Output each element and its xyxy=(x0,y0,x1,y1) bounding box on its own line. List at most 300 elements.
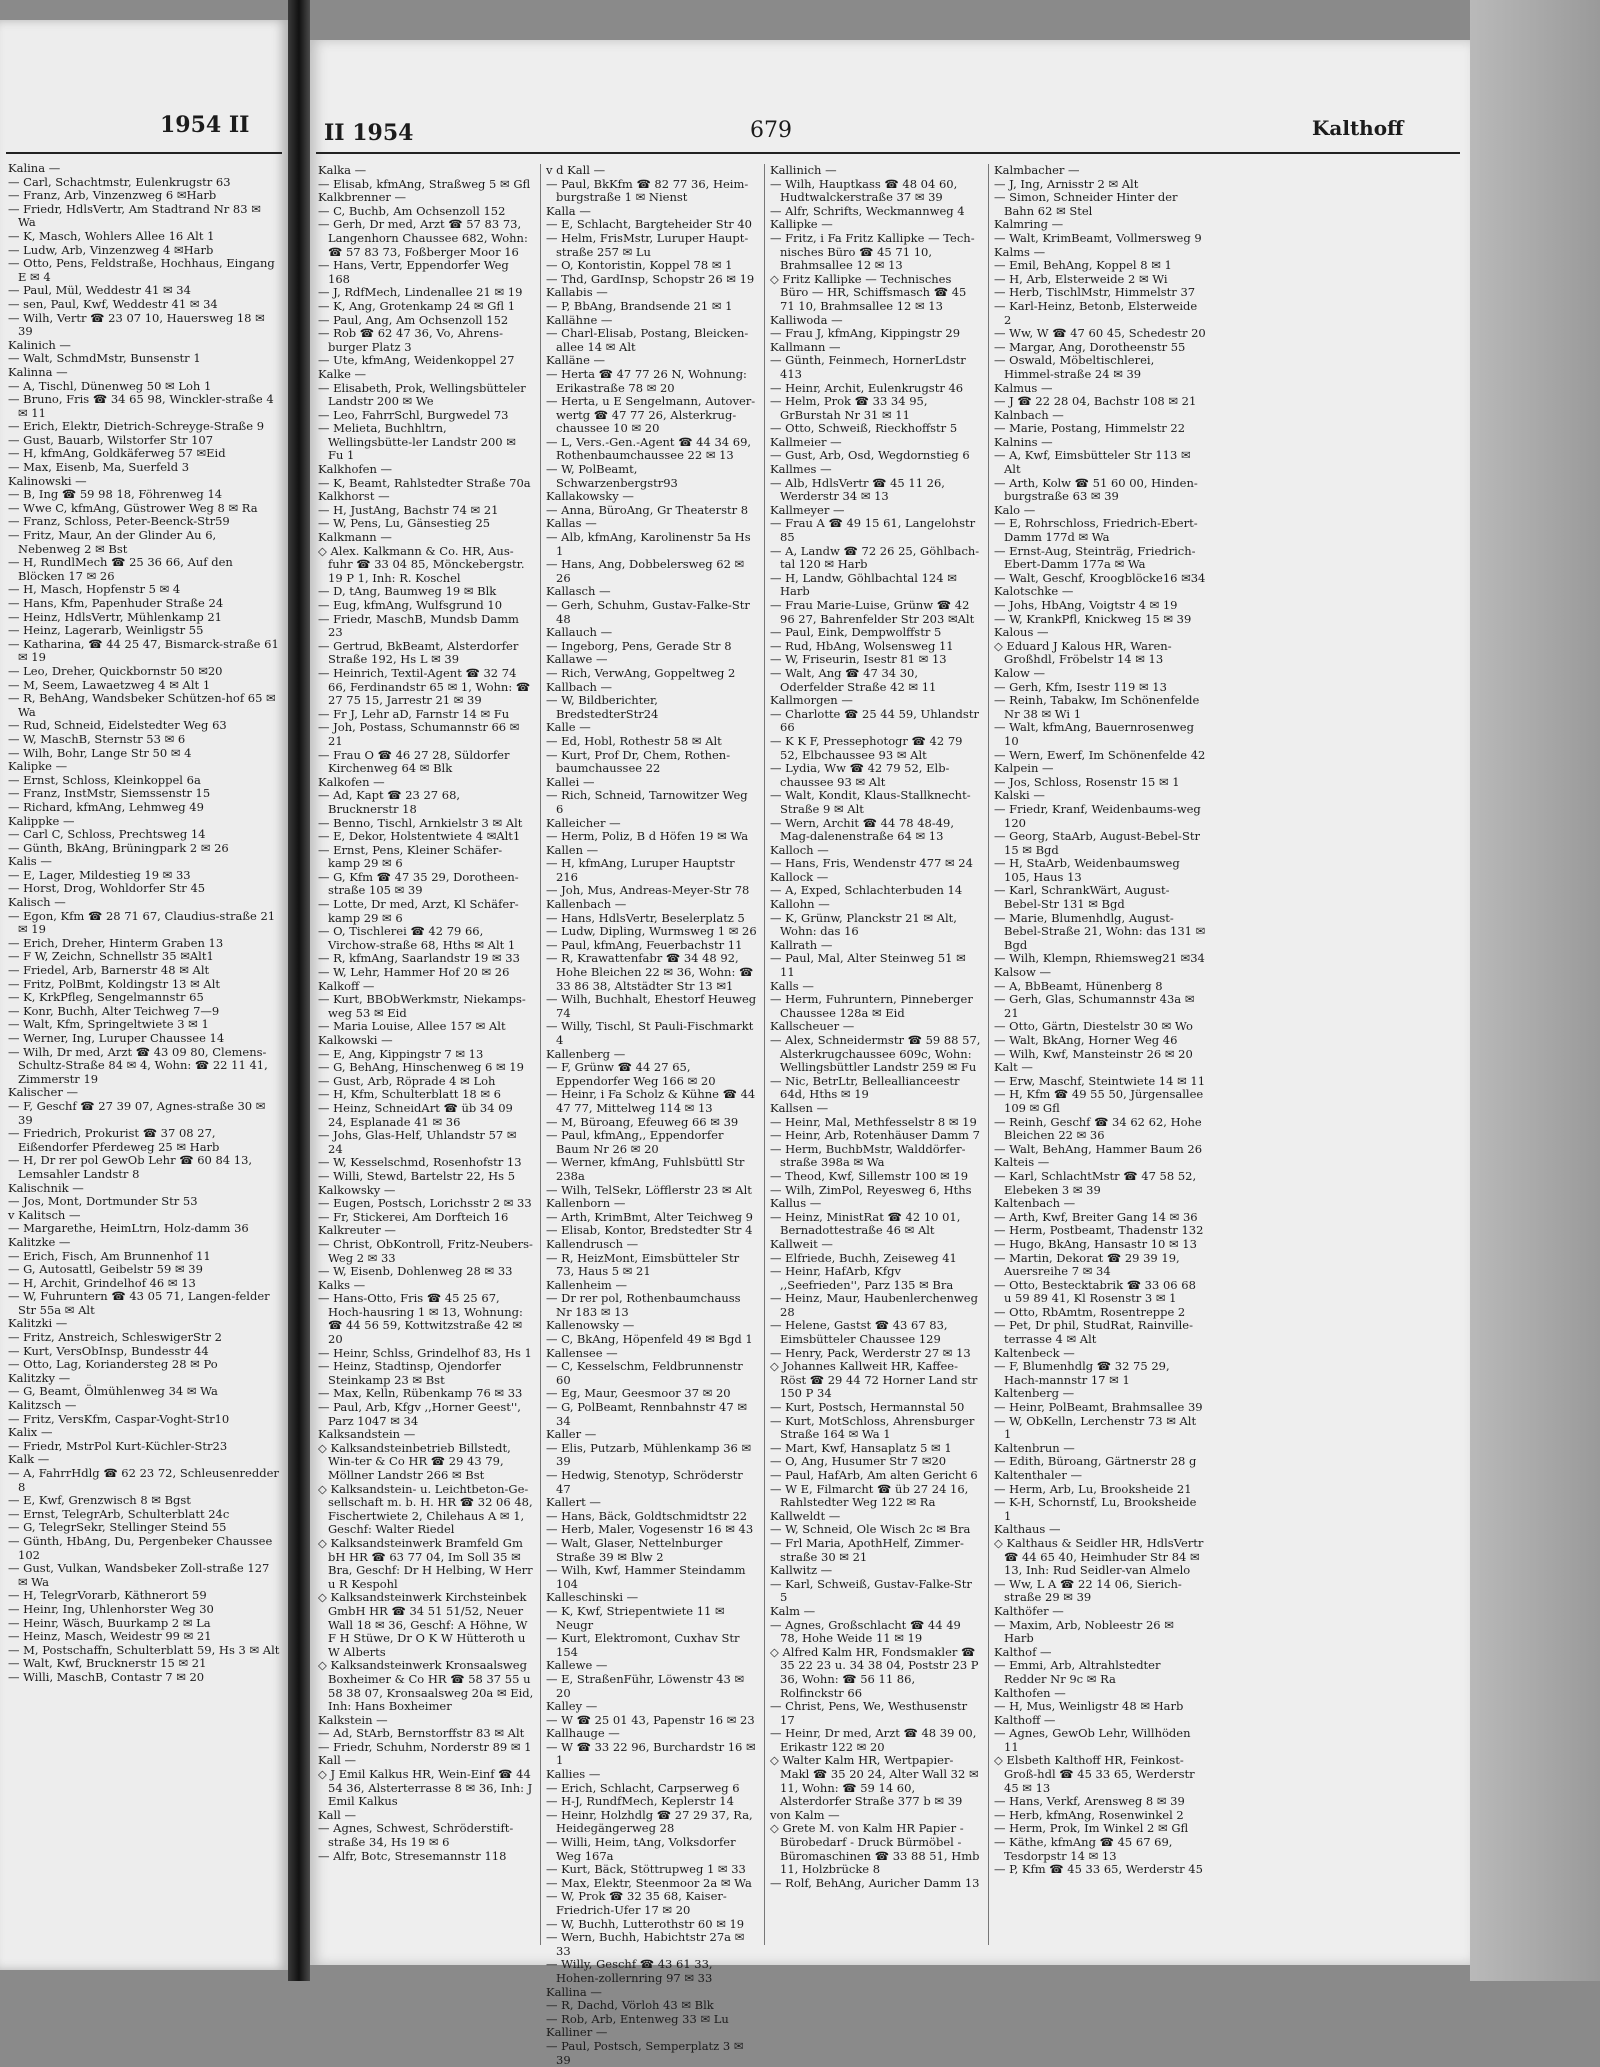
directory-entry: ◇ Alfred Kalm HR, Fondsmakler ☎ 35 22 23 u. 34 38 04, Poststr 23 P 36, Wohn: ☎ 56 11 86, Rolfinckstr 66 xyxy=(770,1644,979,1700)
surname-heading: Kallenheim — xyxy=(546,1277,627,1292)
surname-heading: Kalinowski — xyxy=(8,473,87,488)
directory-entry: — Willi, Heim, tAng, Volksdorfer Weg 167a xyxy=(546,1835,736,1863)
surname-heading: Kalischnik — xyxy=(8,1180,84,1195)
directory-entry: — Christ, Pens, We, Westhusenstr 17 xyxy=(770,1699,968,1727)
directory-entry: — Max, Kelln, Rübenkamp 76 ✉ 33 xyxy=(318,1386,523,1401)
surname-heading: Kalippke — xyxy=(8,813,75,828)
directory-entry: ◇ Kalksandsteinwerk Kirchsteinbek GmbH HR ☎ 34 51 51/52, Neuer Wall 18 ✉ 36, Geschf: A Höhne, W F H Stüwe, Dr O K W Hütteroth u W Alberts xyxy=(318,1590,528,1659)
surname-heading: Kallus — xyxy=(770,1196,822,1211)
directory-entry: — Agnes, Schwest, Schröderstift-straße 34, Hs 19 ✉ 6 xyxy=(318,1821,514,1850)
directory-entry: — Herb, Maler, Vogesenstr 16 ✉ 43 xyxy=(546,1522,754,1537)
directory-entry: — Kurt, MotSchloss, Ahrensburger Straße 164 ✉ Wa 1 xyxy=(770,1413,975,1442)
directory-entry: — Walt, Geschf, Kroogblöcke16 ✉34 xyxy=(994,570,1206,585)
directory-entry: — Fritz, Anstreich, SchleswigerStr 2 xyxy=(8,1330,222,1345)
directory-entry: — W, Prok ☎ 32 35 68, Kaiser-Friedrich-Ufer 17 ✉ 20 xyxy=(546,1889,727,1917)
directory-entry: — Otto, Lag, Koriandersteg 28 ✉ Po xyxy=(8,1357,218,1372)
surname-heading: Kalmus — xyxy=(994,380,1053,395)
directory-entry: — Frau O ☎ 46 27 28, Süldorfer Kirchenweg 64 ✉ Blk xyxy=(318,747,510,776)
directory-entry: — J, Ing, Arnisstr 2 ✉ Alt xyxy=(994,176,1139,191)
directory-entry: — Bruno, Fris ☎ 34 65 98, Winckler-straße 4 ✉ 11 xyxy=(8,392,274,420)
surname-heading: Kalloch — xyxy=(770,842,829,857)
directory-entry: — Heinr, PolBeamt, Brahmsallee 39 xyxy=(994,1400,1203,1415)
directory-entry: — Heinz, SchneidArt ☎ üb 34 09 24, Esplanade 41 ✉ 36 xyxy=(318,1100,513,1129)
left-page xyxy=(0,20,288,1970)
surname-heading: Kalmring — xyxy=(994,217,1064,232)
directory-entry: — Agnes, GewOb Lehr, Willhöden 11 xyxy=(994,1726,1191,1754)
directory-entry: — Wilh, TelSekr, Löfflerstr 23 ✉ Alt xyxy=(546,1182,752,1197)
directory-entry: — C, BkAng, Höpenfeld 49 ✉ Bgd 1 xyxy=(546,1332,753,1347)
surname-heading: Kallohn — xyxy=(770,897,830,912)
surname-heading: Kalthaus — xyxy=(994,1522,1061,1537)
directory-entry: — W, MaschB, Sternstr 53 ✉ 6 xyxy=(8,731,186,746)
directory-entry: — Emil, BehAng, Koppel 8 ✉ 1 xyxy=(994,258,1172,273)
directory-entry: — Fr J, Lehr aD, Farnstr 14 ✉ Fu xyxy=(318,706,510,721)
directory-entry: ◇ Walter Kalm HR, Wertpapier-Makl ☎ 35 20 24, Alter Wall 32 ✉ 11, Wohn: ☎ 59 14 60, Alsterdorfer Straße 377 b ✉ 39 xyxy=(770,1753,979,1809)
directory-entry: — W, Kesselschmd, Rosenhofstr 13 xyxy=(318,1155,522,1170)
directory-entry: — C, Buchb, Am Ochsenzoll 152 xyxy=(318,203,506,218)
directory-entry: — Gerh, Dr med, Arzt ☎ 57 83 73, Langenhorn Chaussee 682, Wohn: ☎ 57 83 73, Foßberger Moor 16 xyxy=(318,217,528,259)
directory-entry: — Gust, Arb, Röprade 4 ✉ Loh xyxy=(318,1073,496,1088)
directory-entry: — G, PolBeamt, Rennbahnstr 47 ✉34 xyxy=(546,1400,747,1428)
directory-entry: — Edith, Büroang, Gärtnerstr 28 g xyxy=(994,1454,1197,1469)
directory-entry: — Martin, Dekorat ☎ 29 39 19, Auersreihe 7 ✉ 34 xyxy=(994,1250,1180,1279)
surname-heading: Kalkofen — xyxy=(318,774,385,789)
directory-entry: — Elisab, kfmAng, Straßweg 5 ✉ Gfl xyxy=(318,176,531,191)
surname-heading: Kalm — xyxy=(770,1603,816,1618)
directory-entry: — Wern, Ewerf, Im Schönenfelde 42 xyxy=(994,747,1206,762)
surname-heading: Kalms — xyxy=(994,244,1046,259)
surname-heading: Kallhauge — xyxy=(546,1726,620,1741)
surname-heading: Kalkhofen — xyxy=(318,462,393,477)
directory-entry: — Rich, Schneid, Tarnowitzer Weg 6 xyxy=(546,788,748,816)
surname-heading: Kalk — xyxy=(8,1452,50,1467)
directory-entry: — Hugo, BkAng, Hansastr 10 ✉ 13 xyxy=(994,1236,1197,1251)
directory-entry: — H, Landw, Göhlbachtal 124 ✉ Harb xyxy=(770,570,957,599)
directory-entry: — Werner, kfmAng, Fuhlsbüttl Str 238a xyxy=(546,1155,745,1183)
directory-entry: — Alb, HdlsVertr ☎ 45 11 26, Werderstr 34 ✉ 13 xyxy=(770,475,945,504)
column-4 xyxy=(994,164,1206,1945)
directory-entry: — Erich, Schlacht, Carpserweg 6 xyxy=(546,1780,740,1795)
directory-entry: — Theod, Kwf, Sillemstr 100 ✉ 19 xyxy=(770,1168,969,1183)
directory-entry: — Heinr, Arb, Rotenhäuser Damm 7 xyxy=(770,1128,980,1143)
surname-heading: Kallmeier — xyxy=(770,434,842,449)
directory-entry: — Alfr, Schrifts, Weckmannweg 4 xyxy=(770,203,965,218)
column-divider xyxy=(764,164,765,1945)
directory-entry: — Emmi, Arb, Altrahlstedter Redder Nr 9c ✉ Ra xyxy=(994,1658,1161,1686)
directory-entry: — W, Pens, Lu, Gänsestieg 25 xyxy=(318,516,491,531)
directory-entry: — W, Lehr, Hammer Hof 20 ✉ 26 xyxy=(318,965,510,980)
directory-entry: — Ad, Kapt ☎ 23 27 68, Brucknerstr 18 xyxy=(318,788,461,816)
directory-entry: — Joh, Mus, Andreas-Meyer-Str 78 xyxy=(546,883,750,898)
directory-entry: — G, BehAng, Hinschenweg 6 ✉ 19 xyxy=(318,1060,524,1075)
directory-entry: — Marie, Blumenhdlg, August-Bebel-Straße 21, Wohn: das 131 ✉ Bgd xyxy=(994,910,1206,952)
surname-heading: Kalous — xyxy=(994,625,1049,640)
directory-entry: — Ludw, Dipling, Wurmsweg 1 ✉ 26 xyxy=(546,924,757,939)
directory-entry: — B, Ing ☎ 59 98 18, Föhrenweg 14 xyxy=(8,487,223,502)
directory-entry: — Otto, Bestecktabrik ☎ 33 06 68 u 59 89 41, Kl Rosenstr 3 ✉ 1 xyxy=(994,1277,1196,1306)
directory-entry: — Max, Elektr, Steenmoor 2a ✉ Wa xyxy=(546,1875,752,1890)
directory-entry: — Carl C, Schloss, Prechtsweg 14 xyxy=(8,827,206,842)
surname-heading: Kalteis — xyxy=(994,1155,1050,1170)
surname-heading: Kalläne — xyxy=(546,353,606,368)
directory-entry: — A, Landw ☎ 72 26 25, Göhlbach-tal 120 ✉ Harb xyxy=(770,543,980,572)
directory-entry: — H, RundlMech ☎ 25 36 66, Auf den Blöcken 17 ✉ 26 xyxy=(8,555,233,583)
directory-entry: — Gertrud, BkBeamt, Alsterdorfer Straße 192, Hs L ✉ 39 xyxy=(318,638,519,667)
directory-entry: — Paul, Postsch, Semperplatz 3 ✉ 39 xyxy=(546,2038,744,2067)
directory-entry: — Gust, Bauarb, Wilstorfer Str 107 xyxy=(8,432,214,447)
directory-entry: — O, Kontoristin, Koppel 78 ✉ 1 xyxy=(546,258,733,273)
directory-entry: — Otto, Schweiß, Rieckhoffstr 5 xyxy=(770,421,958,436)
directory-entry: — W, Schneid, Ole Wisch 2c ✉ Bra xyxy=(770,1522,971,1537)
directory-entry: ◇ Alex. Kalkmann & Co. HR, Aus-fuhr ☎ 33 04 85, Mönckebergstr. 19 P 1, Inh: R. Koschel xyxy=(318,543,525,585)
directory-entry: — Kurt, Postsch, Hermannstal 50 xyxy=(770,1400,965,1415)
directory-entry: — Günth, BkAng, Brüningpark 2 ✉ 26 xyxy=(8,840,229,855)
directory-entry: — Gerh, Kfm, Isestr 119 ✉ 13 xyxy=(994,679,1167,694)
directory-entry: — H-J, RundfMech, Keplerstr 14 xyxy=(546,1794,734,1809)
surname-heading: Kalkmann — xyxy=(318,530,392,545)
directory-entry: — Arth, KrimBmt, Alter Teichweg 9 xyxy=(546,1209,753,1224)
directory-entry: — Hans-Otto, Fris ☎ 45 25 67, Hoch-hausring 1 ✉ 13, Wohnung: ☎ 44 56 59, Kottwitzstraße 42 ✉ 20 xyxy=(318,1291,523,1347)
surname-heading: Kalksandstein — xyxy=(318,1427,416,1442)
directory-entry: — Herm, Arb, Lu, Brooksheide 21 xyxy=(994,1481,1192,1496)
left-page-header: 1954 II xyxy=(160,112,250,138)
surname-heading: Kallscheuer — xyxy=(770,1019,855,1034)
directory-entry: — Herm, Fuhruntern, Pinneberger Chaussee 128a ✉ Eid xyxy=(770,992,973,1020)
directory-entry: — J, RdfMech, Lindenallee 21 ✉ 19 xyxy=(318,285,523,300)
directory-entry: — E, Kwf, Grenzwisch 8 ✉ Bgst xyxy=(8,1493,191,1508)
surname-heading: Kalsow — xyxy=(994,965,1051,980)
surname-heading: Kallenborn — xyxy=(546,1196,626,1211)
surname-heading: Kalitzke — xyxy=(8,1234,71,1249)
directory-entry: — Alfr, Botc, Stresemannstr 118 xyxy=(318,1848,507,1863)
column-divider xyxy=(988,164,989,1945)
directory-entry: — Frau A ☎ 49 15 61, Langelohstr 85 xyxy=(770,516,976,545)
directory-entry: — Paul, Mal, Alter Steinweg 51 ✉ 11 xyxy=(770,951,966,980)
surname-heading: Kallrath — xyxy=(770,937,833,952)
directory-entry: — A, Tischl, Dünenweg 50 ✉ Loh 1 xyxy=(8,378,212,393)
column-3 xyxy=(770,164,982,1945)
directory-entry: — Willy, Geschf ☎ 43 61 33, Hohen-zollernring 97 ✉ 33 xyxy=(546,1957,713,1985)
surname-heading: Kalkowsky — xyxy=(318,1182,396,1197)
surname-heading: Kallies — xyxy=(546,1767,601,1782)
surname-heading: Kalley — xyxy=(546,1699,598,1714)
directory-entry: — Leo, Dreher, Quickbornstr 50 ✉20 xyxy=(8,663,223,678)
surname-heading: Kaltenthaler — xyxy=(994,1468,1082,1482)
surname-heading: Kalinich — xyxy=(8,337,71,352)
directory-entry: — Erich, Dreher, Hinterm Graben 13 xyxy=(8,935,224,950)
directory-entry: — Ernst, Schloss, Kleinkoppel 6a xyxy=(8,772,201,787)
directory-entry: — K, KrkPfleg, Sengelmannstr 65 xyxy=(8,990,204,1005)
surname-heading: Kallock — xyxy=(770,869,829,884)
directory-entry: ◇ Kalthaus & Seidler HR, HdlsVertr ☎ 44 65 40, Heimhuder Str 84 ✉ 13, Inh: Rud Seidler-van Almelo xyxy=(994,1535,1204,1578)
directory-entry: — H, kfmAng, Goldkäferweg 57 ✉Eid xyxy=(8,446,226,461)
directory-entry: — Herta ☎ 47 77 26 N, Wohnung: Erikastraße 78 ✉ 20 xyxy=(546,366,747,395)
directory-entry: — G, TelegrSekr, Stellinger Steind 55 xyxy=(8,1520,227,1535)
column-divider xyxy=(540,164,541,1945)
directory-entry: — Margarethe, HeimLtrn, Holz-damm 36 xyxy=(8,1221,249,1236)
directory-entry: — Fritz, Maur, An der Glinder Au 6, Nebenweg 2 ✉ Bst xyxy=(8,528,217,556)
directory-entry: — Reinh, Tabakw, Im Schönenfelde Nr 38 ✉ Wi 1 xyxy=(994,693,1200,721)
directory-entry: — Nic, BetrLtr, Belleallianceestr 64d, Hths ✉ 19 xyxy=(770,1073,960,1102)
directory-entry: — Kurt, Elektromont, Cuxhav Str 154 xyxy=(546,1631,740,1659)
directory-entry: — Rob ☎ 62 47 36, Vo, Ahrens-burger Platz 3 xyxy=(318,326,503,354)
column-2 xyxy=(546,163,758,2067)
directory-entry: — Friedr, MaschB, Mundsb Damm 23 xyxy=(318,611,519,640)
directory-entry: — Jos, Mont, Dortmunder Str 53 xyxy=(8,1194,198,1209)
surname-heading: Kalo — xyxy=(994,502,1036,517)
directory-entry: — M, Postschaffn, Schulterblatt 59, Hs 3 ✉ Alt xyxy=(8,1642,280,1657)
surname-heading: Kalow — xyxy=(994,665,1046,680)
surname-heading: Kalkstein — xyxy=(318,1712,388,1727)
surname-heading: Kalthöfer — xyxy=(994,1603,1064,1618)
directory-entry: — Heinr, Dr med, Arzt ☎ 48 39 00, Erikastr 122 ✉ 20 xyxy=(770,1726,977,1754)
directory-entry: — Helm, FrisMstr, Luruper Haupt-straße 257 ✉ Lu xyxy=(546,230,749,259)
directory-entry: — W, Buchh, Lutterothstr 60 ✉ 19 xyxy=(546,1916,745,1931)
directory-entry: — W, Fuhruntern ☎ 43 05 71, Langen-felder Str 55a ✉ Alt xyxy=(8,1289,270,1317)
surname-heading: Kall — xyxy=(318,1753,356,1768)
surname-heading: Kaltenbeck — xyxy=(994,1345,1075,1360)
directory-entry: — Ludw, Arb, Vinzenzweg 4 ✉Harb xyxy=(8,242,214,257)
directory-entry: — G, Autosattl, Geibelstr 59 ✉ 39 xyxy=(8,1262,203,1277)
directory-entry: — Herm, Prok, Im Winkel 2 ✉ Gfl xyxy=(994,1821,1189,1836)
directory-entry: — Friedr, Schuhm, Norderstr 89 ✉ 1 xyxy=(318,1739,532,1754)
directory-entry: — R, kfmAng, Saarlandstr 19 ✉ 33 xyxy=(318,951,520,966)
directory-entry: — Ww, L A ☎ 22 14 06, Sierich-straße 29 ✉ 39 xyxy=(994,1576,1182,1605)
directory-entry: — H, JustAng, Bachstr 74 ✉ 21 xyxy=(318,502,499,517)
directory-entry: — Heinz, Masch, Weidestr 99 ✉ 21 xyxy=(8,1629,212,1644)
directory-entry: ◇ Eduard J Kalous HR, Waren-Großhdl, Fröbelstr 14 ✉ 13 xyxy=(994,638,1172,667)
directory-entry: — W, KrankPfl, Knickweg 15 ✉ 39 xyxy=(994,611,1192,626)
directory-entry: — Heinr, HafArb, Kfgv ,,Seefrieden'', Parz 135 ✉ Bra xyxy=(770,1264,954,1292)
surname-heading: v d Kall — xyxy=(546,163,606,177)
directory-entry: — Willi, Stewd, Bartelstr 22, Hs 5 xyxy=(318,1168,516,1183)
surname-heading: Kalinna — xyxy=(8,364,68,379)
directory-entry: — R, Krawattenfabr ☎ 34 48 92, Hohe Bleichen 22 ✉ 36, Wohn: ☎ 33 86 38, Altstädter Str 13 ✉1 xyxy=(546,951,754,993)
directory-entry: — K, Ang, Grotenkamp 24 ✉ Gfl 1 xyxy=(318,298,516,313)
directory-entry: — Heinz, Lagerarb, Weinligstr 55 xyxy=(8,623,204,638)
directory-entry: — Henry, Pack, Werderstr 27 ✉ 13 xyxy=(770,1345,971,1360)
directory-entry: — Karl, Schweiß, Gustav-Falke-Str 5 xyxy=(770,1576,972,1605)
directory-entry: — Jos, Schloss, Rosenstr 15 ✉ 1 xyxy=(994,774,1180,789)
surname-heading: Kalpein — xyxy=(994,761,1054,776)
directory-entry: — O, Tischlerei ☎ 42 79 66, Virchow-straße 68, Hths ✉ Alt 1 xyxy=(318,924,516,952)
surname-heading: Kalkhorst — xyxy=(318,489,390,504)
surname-heading: Kaltenberg — xyxy=(994,1386,1075,1401)
directory-entry: — W ☎ 25 01 43, Papenstr 16 ✉ 23 xyxy=(546,1712,755,1727)
directory-entry: — Walt, BehAng, Hammer Baum 26 xyxy=(994,1141,1203,1156)
directory-entry: — Werner, Ing, Luruper Chaussee 14 xyxy=(8,1031,225,1045)
directory-entry: — Richard, kfmAng, Lehmweg 49 xyxy=(8,799,204,814)
directory-entry: ◇ Kalksandstein- u. Leichtbeton-Ge-sellschaft m. b. H. HR ☎ 32 06 48, Fischertwiete 2, Chilehaus A ✉ 1, Geschf: Walter Riedel xyxy=(318,1481,533,1537)
directory-entry: — Gust, Arb, Osd, Wegdornstieg 6 xyxy=(770,448,970,463)
surname-heading: Kalina — xyxy=(8,161,61,175)
directory-entry: — Elisabeth, Prok, Wellingsbütteler Landstr 200 ✉ We xyxy=(318,380,526,409)
directory-entry: — A, Exped, Schlachterbuden 14 xyxy=(770,883,963,898)
directory-entry: — Alex, Schneidermstr ☎ 59 88 57, Alsterkrugchaussee 609c, Wohn: Wellingsbüttler Landstr 259 ✉ Fu xyxy=(770,1033,981,1075)
directory-entry: — Frau Marie-Luise, Grünw ☎ 42 96 27, Bahrenfelder Str 203 ✉Alt xyxy=(770,598,975,626)
left-page-column xyxy=(8,162,280,1960)
directory-entry: — Herm, Poliz, B d Höfen 19 ✉ Wa xyxy=(546,829,749,844)
directory-entry: — Walt, Glaser, Nettelnburger Straße 39 ✉ Blw 2 xyxy=(546,1535,723,1564)
surname-heading: Kallbach — xyxy=(546,679,613,694)
directory-entry: — H, TelegrVorarb, Käthnerort 59 xyxy=(8,1588,207,1603)
surname-heading: Kalthoff — xyxy=(994,1712,1056,1727)
directory-entry: — Günth, Feinmech, HornerLdstr 413 xyxy=(770,353,966,381)
directory-entry: — Reinh, Geschf ☎ 34 62 62, Hohe Bleichen 22 ✉ 36 xyxy=(994,1114,1202,1143)
directory-entry: — W, Friseurin, Isestr 81 ✉ 13 xyxy=(770,652,947,667)
header-rule xyxy=(6,152,282,154)
directory-entry: — F, Blumenhdlg ☎ 32 75 29, Hach-mannstr 17 ✉ 1 xyxy=(994,1359,1170,1387)
directory-entry: — Friedrich, Prokurist ☎ 37 08 27, Eißendorfer Pferdeweg 25 ✉ Harb xyxy=(8,1126,220,1154)
surname-heading: Kallenberg — xyxy=(546,1046,626,1061)
directory-entry: — D, tAng, Baumweg 19 ✉ Blk xyxy=(318,584,497,599)
directory-entry: — K, Masch, Wohlers Allee 16 Alt 1 xyxy=(8,228,215,243)
directory-entry: — Heinz, Maur, Haubenlerchenweg 28 xyxy=(770,1291,978,1319)
directory-entry: ◇ Grete M. von Kalm HR Papier - Bürobedarf - Druck Bürmöbel - Büromaschinen ☎ 33 88 51, Hmb 11, Holzbrücke 8 xyxy=(770,1821,980,1877)
directory-entry: — F, Grünw ☎ 44 27 65, Eppendorfer Weg 166 ✉ 20 xyxy=(546,1060,716,1088)
directory-entry: — Lydia, Ww ☎ 42 79 52, Elb-chaussee 93 ✉ Alt xyxy=(770,761,950,789)
directory-entry: — Wilh, Kwf, Mansteinstr 26 ✉ 20 xyxy=(994,1046,1193,1061)
surname-heading: v Kalitsch — xyxy=(8,1207,81,1222)
directory-entry: — W ☎ 33 22 96, Burchardstr 16 ✉1 xyxy=(546,1739,756,1768)
directory-entry: — Karl, SchrankWärt, August-Bebel-Str 131 ✉ Bgd xyxy=(994,883,1170,912)
directory-entry: — Fritz, i Fa Fritz Kallipke — Tech-nisches Büro ☎ 45 71 10, Brahmsallee 12 ✉ 13 xyxy=(770,230,975,273)
directory-entry: — Walt, kfmAng, Bauernrosenweg 10 xyxy=(994,720,1194,748)
surname-heading: Kalis — xyxy=(8,854,52,869)
directory-entry: — Paul, kfmAng, Feuerbachstr 11 xyxy=(546,937,743,952)
surname-heading: Kalotschke — xyxy=(994,584,1074,599)
directory-entry: — Johs, HbAng, Voigtstr 4 ✉ 19 xyxy=(994,598,1178,612)
directory-entry: — Anna, BüroAng, Gr Theaterstr 8 xyxy=(546,502,749,517)
surname-heading: Kallähne — xyxy=(546,312,613,327)
directory-entry: — Heinrich, Textil-Agent ☎ 32 74 66, Ferdinandstr 65 ✉ 1, Wohn: ☎ 27 75 15, Jarrestr 21 ✉ 39 xyxy=(318,665,531,708)
directory-entry: — Elisab, Kontor, Bredstedter Str 4 xyxy=(546,1223,753,1238)
directory-entry: — Walt, Ang ☎ 47 34 30, Oderfelder Straße 42 ✉ 11 xyxy=(770,665,937,694)
right-page xyxy=(310,40,1470,2067)
directory-entry: — Eugen, Postsch, Lorichsstr 2 ✉ 33 xyxy=(318,1196,532,1211)
directory-entry: ◇ Johannes Kallweit HR, Kaffee-Röst ☎ 29 44 72 Horner Land str 150 P 34 xyxy=(770,1359,978,1401)
directory-entry: — Melieta, Buchhltrn, Wellingsbütte-ler Landstr 200 ✉ Fu 1 xyxy=(318,421,516,463)
directory-entry: — Walt, Kondit, Klaus-Stallknecht-Straße 9 ✉ Alt xyxy=(770,788,971,816)
directory-entry: — H, Kfm, Schulterblatt 18 ✉ 6 xyxy=(318,1087,501,1102)
page-edge xyxy=(1470,0,1600,1981)
directory-entry: — Heinr, Holzhdlg ☎ 27 29 37, Ra, Heidegängerweg 28 xyxy=(546,1807,753,1836)
directory-entry: — Marie, Postang, Himmelstr 22 xyxy=(994,421,1186,436)
directory-entry: — Maxim, Arb, Nobleestr 26 ✉ Harb xyxy=(994,1617,1174,1646)
directory-entry: ◇ Kalksandsteinwerk Bramfeld Gm bH HR ☎ 63 77 04, Im Soll 35 ✉ Bra, Geschf: Dr H Helbing, W Herr u R Kespohl xyxy=(318,1535,533,1591)
directory-entry: — Ww, W ☎ 47 60 45, Schedestr 20 xyxy=(994,326,1206,341)
directory-entry: — Mart, Kwf, Hansaplatz 5 ✉ 1 xyxy=(770,1440,952,1455)
directory-entry: — Paul, Arb, Kfgv ,,Horner Geest'', Parz 1047 ✉ 34 xyxy=(318,1400,521,1428)
directory-entry: — Frl Maria, ApothHelf, Zimmer-straße 30 ✉ 21 xyxy=(770,1535,964,1564)
surname-heading: Kalkoff — xyxy=(318,978,375,993)
directory-entry: — Arth, Kolw ☎ 51 60 00, Hinden-burgstraße 63 ✉ 39 xyxy=(994,475,1198,504)
surname-heading: Kalnins — xyxy=(994,434,1053,449)
surname-heading: Kalks — xyxy=(318,1277,366,1292)
surname-heading: Kallenbach — xyxy=(546,897,627,912)
directory-entry: — Hans, Bäck, Goldtschmidtstr 22 xyxy=(546,1508,748,1523)
directory-entry: — Kurt, BBObWerkmstr, Niekamps-weg 53 ✉ Eid xyxy=(318,992,526,1020)
directory-entry: — Erw, Maschf, Steintwiete 14 ✉ 11 xyxy=(994,1073,1206,1088)
header-rule xyxy=(316,152,1460,154)
directory-entry: — Paul, kfmAng,, Eppendorfer Baum Nr 26 ✉ 20 xyxy=(546,1128,724,1156)
directory-entry: — Maria Louise, Allee 157 ✉ Alt xyxy=(318,1019,506,1034)
directory-entry: — Franz, Schloss, Peter-Beenck-Str59 xyxy=(8,514,230,529)
directory-entry: — Heinr, Schlss, Grindelhof 83, Hs 1 xyxy=(318,1345,532,1360)
directory-entry: — K-H, Schornstf, Lu, Brooksheide 1 xyxy=(994,1495,1197,1523)
directory-entry: — Paul, Mül, Weddestr 41 ✉ 34 xyxy=(8,283,191,298)
surname-heading: Kallewe — xyxy=(546,1658,608,1673)
directory-entry: — Paul, BkKfm ☎ 82 77 36, Heim-burgstraße 1 ✉ Nienst xyxy=(546,176,749,205)
directory-entry: — Helm, Prok ☎ 33 34 95, GrBurstah Nr 31 ✉ 11 xyxy=(770,394,928,422)
surname-heading: Kallen — xyxy=(546,842,599,857)
directory-entry: — sen, Paul, Kwf, Weddestr 41 ✉ 34 xyxy=(8,296,218,311)
directory-entry: — Katharina, ☎ 44 25 47, Bismarck-straße 61 ✉ 19 xyxy=(8,636,279,665)
directory-entry: — Otto, Gärtn, Diestelstr 30 ✉ Wo xyxy=(994,1019,1193,1034)
directory-entry: — Wilh, Vertr ☎ 23 07 10, Hauersweg 18 ✉ 39 xyxy=(8,310,265,339)
directory-entry: — Ed, Hobl, Rothestr 58 ✉ Alt xyxy=(546,733,722,748)
directory-entry: — Agnes, Großschlacht ☎ 44 49 78, Hohe Weide 11 ✉ 19 xyxy=(770,1617,961,1646)
surname-heading: Kalleschinski — xyxy=(546,1590,639,1605)
directory-entry: — Heinr, Archit, Eulenkrugstr 46 xyxy=(770,380,964,395)
directory-entry: — Herb, TischlMstr, Himmelstr 37 xyxy=(994,285,1196,300)
directory-entry: — Karl, SchlachtMstr ☎ 47 58 52, Elebeken 3 ✉ 39 xyxy=(994,1168,1197,1197)
directory-entry: — L, Vers.-Gen.-Agent ☎ 44 34 69, Rothenbaumchaussee 22 ✉ 13 xyxy=(546,434,752,463)
directory-entry: ◇ Elsbeth Kalthoff HR, Feinkost-Groß-hdl ☎ 45 33 65, Werderstr 45 ✉ 13 xyxy=(994,1753,1195,1795)
directory-entry: — Heinr, Ing, Uhlenhorster Weg 30 xyxy=(8,1601,214,1616)
surname-heading: Kalthof — xyxy=(994,1644,1052,1659)
surname-heading: Kallabis — xyxy=(546,285,608,300)
directory-entry: — A, FahrrHdlg ☎ 62 23 72, Schleusenredder 8 xyxy=(8,1466,279,1494)
directory-entry: ◇ J Emil Kalkus HR, Wein-Einf ☎ 44 54 36, Alsterterrasse 8 ✉ 36, Inh: J Emil Kalkus xyxy=(318,1767,533,1809)
directory-entry: — Ingeborg, Pens, Gerade Str 8 xyxy=(546,638,732,653)
directory-entry: — Hans, Ang, Dobbelersweg 62 ✉26 xyxy=(546,557,745,585)
surname-heading: Kalt — xyxy=(994,1060,1033,1075)
surname-heading: Kalmbacher — xyxy=(994,163,1080,177)
directory-entry: — Dr rer pol, Rothenbaumchauss Nr 183 ✉ 13 xyxy=(546,1291,741,1319)
directory-entry: — Max, Eisenb, Ma, Suerfeld 3 xyxy=(8,460,190,475)
directory-entry: — Erich, Elektr, Dietrich-Schreyge-Straße 9 xyxy=(8,419,265,434)
directory-entry: — Wilh, Buchhalt, Ehestorf Heuweg 74 xyxy=(546,992,757,1020)
directory-entry: — P, BbAng, Brandsende 21 ✉ 1 xyxy=(546,298,733,313)
surname-heading: Kalix — xyxy=(8,1425,53,1440)
directory-entry: — Charlotte ☎ 25 44 59, Uhlandstr 66 xyxy=(770,706,979,735)
directory-entry: — Benno, Tischl, Arnkielstr 3 ✉ Alt xyxy=(318,815,523,830)
directory-entry: — Walt, Kwf, Brucknerstr 15 ✉ 21 xyxy=(8,1656,207,1671)
directory-entry: — W, PolBeamt, Schwarzenbergstr93 xyxy=(546,462,678,490)
directory-entry: — Fritz, PolBmt, Koldingstr 13 ✉ Alt xyxy=(8,976,221,991)
surname-heading: Kalla — xyxy=(546,203,591,218)
surname-heading: Kalleicher — xyxy=(546,815,621,830)
surname-heading: Kallasch — xyxy=(546,584,611,599)
surname-heading: Kalthofen — xyxy=(994,1685,1066,1700)
surname-heading: Kalliwoda — xyxy=(770,312,843,327)
surname-heading: Kalliner — xyxy=(546,2025,608,2040)
directory-entry: — R, BehAng, Wandsbeker Schützen-hof 65 ✉ Wa xyxy=(8,691,276,719)
directory-entry: — Charl-Elisab, Postang, Bleicken-allee 14 ✉ Alt xyxy=(546,326,749,354)
directory-entry: — H, Mus, Weinligstr 48 ✉ Harb xyxy=(994,1699,1184,1714)
directory-entry: ◇ Kalksandsteinwerk Kronsaalsweg Boxheimer & Co HR ☎ 58 37 55 u 58 38 07, Kronsaalsweg 20a ✉ Eid, Inh: Hans Boxheimer xyxy=(318,1658,534,1714)
directory-entry: — Wern, Archit ☎ 44 78 48-49, Mag-dalenenstraße 64 ✉ 13 xyxy=(770,815,955,844)
surname-heading: Kallakowsky — xyxy=(546,489,634,504)
book-gutter xyxy=(288,0,310,1981)
directory-entry: — Otto, RbAmtm, Rosentreppe 2 xyxy=(994,1304,1186,1319)
column-1 xyxy=(318,164,534,1945)
directory-entry: — Ute, kfmAng, Weidenkoppel 27 xyxy=(318,353,515,368)
directory-entry: — Eug, kfmAng, Wulfsgrund 10 xyxy=(318,598,503,612)
directory-entry: — Rud, HbAng, Wolsensweg 11 xyxy=(770,638,954,653)
directory-entry: — Heinz, Stadtinsp, Ojendorfer Steinkamp 23 ✉ Bst xyxy=(318,1359,501,1387)
